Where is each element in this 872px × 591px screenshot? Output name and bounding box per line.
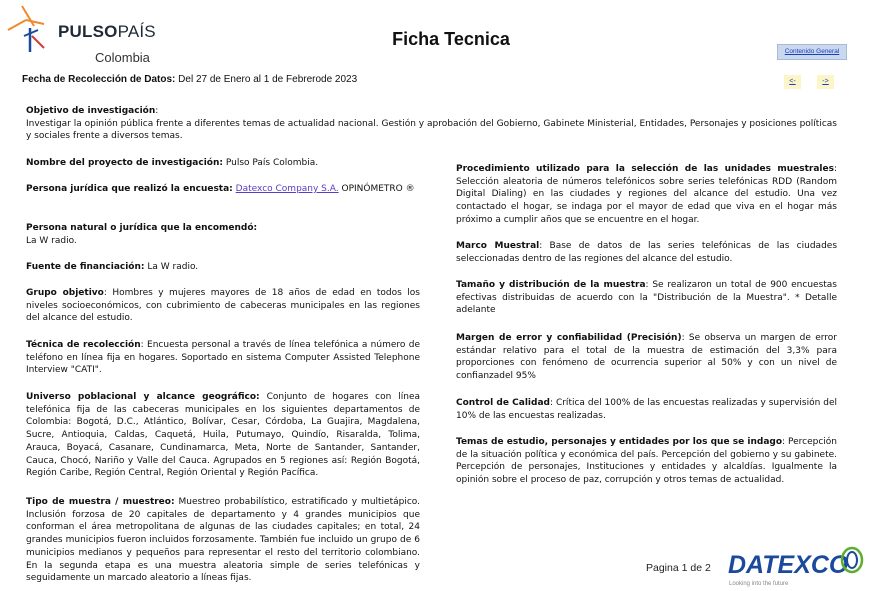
persona-natural: Persona natural o jurídica que la encomendó: La W radio. [26, 223, 258, 246]
marco-muestral: Marco Muestral: Base de datos de las series telefónicas de las ciudades seleccionadas dentro de las regiones del alcance del estudio. [456, 241, 838, 264]
contenido-general-link[interactable]: Contenido General [777, 44, 847, 60]
grupo-objetivo: Grupo objetivo: Hombres y mujeres mayores de 18 años de edad en todos los niveles socioeconómicos, con cubrimiento de cabeceras municipales en las regiones del alcance del estudio. [26, 288, 420, 324]
control-calidad: Control de Calidad: Crítica del 100% de las encuestas realizadas y supervisión del 10% de las encuestas realizadas. [456, 398, 838, 421]
persona-juridica: Persona jurídica que realizó la encuesta: Datexco Company S.A. OPINÓMETRO ® [26, 184, 415, 194]
logo-text: PULSOPAÍS [58, 22, 156, 41]
datexco-company-link[interactable]: Datexco Company S.A. [235, 184, 339, 194]
prev-page-link[interactable]: <- [784, 75, 801, 89]
tamano-muestra: Tamaño y distribución de la muestra: Se realizaron un total de 900 encuestas efectivas distribuidas de acuerdo con la "Distribución de la Muestra". * Detalle adelante [456, 280, 837, 316]
procedimiento-seleccion: Procedimiento utilizado para la selección de las unidades muestrales: Selección aleatoria de números telefónicos sobre series telefónicas RDD (Random Digital Dialing) en las ciudades y regiones del alcance del estudio. Una vez contactado el hogar, se indaga por el mayor de edad que viva en el hogar más próximo a cumplir años que se encuentre en el hogar. [456, 164, 837, 225]
fuente-financiacion: Fuente de financiación: La W radio. [26, 262, 199, 272]
fecha-recoleccion: Fecha de Recolección de Datos: Del 27 de Enero al 1 de Febrerode 2023 [22, 74, 358, 85]
page-title: Ficha Tecnica [392, 29, 510, 49]
objetivo-section: Objetivo de investigación: Investigar la opinión pública frente a diferentes temas de actualidad nacional. Gestión y aprobación del Gobierno, Gabinete Ministerial, Entidades, Personajes y posiciones políticas y sociales frente a diversos temas. [26, 106, 837, 142]
temas-estudio: Temas de estudio, personajes y entidades por los que se indago: Percepción de la situación política y económica del país. Percepción del gobierno y su gabinete. Percepción de personajes, Instituciones y entidades y alcaldías. Igualmente la opinión sobre el proceso de paz, corrupción y otros temas de actualidad. [456, 437, 837, 486]
nombre-proyecto: Nombre del proyecto de investigación: Pulso País Colombia. [26, 158, 319, 168]
universo-poblacional: Universo poblacional y alcance geográfico: Conjunto de hogares con línea telefónica fija de las cabeceras municipales en los siguientes departamentos de Colombia: Bogotá, D.C., Atlántico, Bolívar, Cesar, Córdoba, La Guajira, Magdalena, Sucre, Antioquia, Caldas, Caquetá, Huila, Putumayo, Quindío, Risaralda, Tolima, Arauca, Boyacá, Casanare, Cundinamarca, Meta, Norte de Santander, Santander, Cauca, Chocó, Nariño y Valle del Cauca. Agrupados en 5 regiones así: Región Bogotá, Región Caribe, Región Central, Región Oriental y Región Pacífica. [26, 392, 421, 479]
tipo-muestra: Tipo de muestra / muestreo: Muestreo probabilístico, estratificado y multietápico. Inclusión forzosa de 20 capitales de departamento y 4 grandes municipios que conforman el área metropolitana de algunas de las ciudades capitales; en total, 24 grandes municipios fueron incluidos forzosamente. También fue incluido un grupo de 6 municipios medianos y pequeños para representar el resto del territorio colombiano. En la segunda etapa es una muestra aleatoria simple de series telefónicas y seguidamente un marcado aleatorio a líneas fijas. [26, 497, 421, 584]
next-page-link[interactable]: -> [817, 75, 834, 89]
logo-country: Colombia [95, 50, 150, 65]
datexco-tagline: Looking into the future [729, 581, 789, 587]
datexco-logo-icon [727, 543, 867, 591]
page-number: Pagina 1 de 2 [646, 562, 711, 574]
margen-error: Margen de error y confiabilidad (Precisión): Se observa un margen de error estándar relativo para el total de la muestra de estimación del 3,3% para proporciones con fenómeno de ocurrencia superior al 50% y con un nivel de confianzadel 95% [456, 333, 837, 382]
tecnica-recoleccion: Técnica de recolección: Encuesta personal a través de línea telefónica a número de teléfono en línea fija en hogares. Soportado en sistema Computer Assisted Telephone Interview "CATI". [26, 340, 420, 376]
datexco-brand-text: DATEXCO [728, 551, 849, 579]
